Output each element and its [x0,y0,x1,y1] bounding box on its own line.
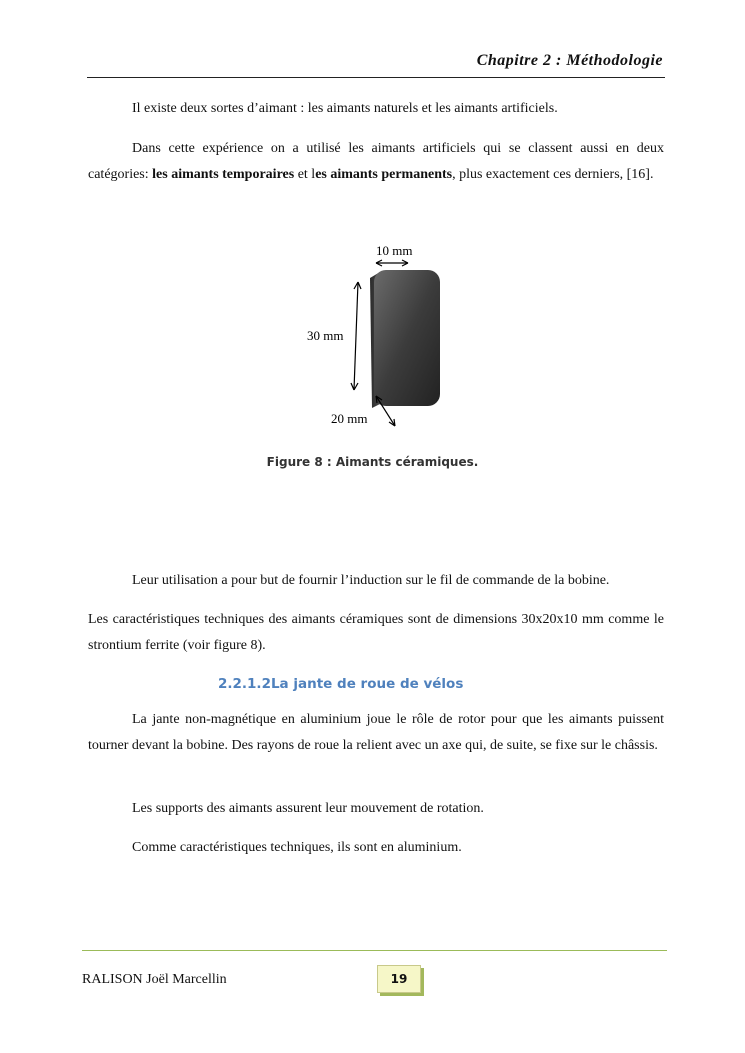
figure-caption: Figure 8 : Aimants céramiques. [266,455,479,469]
chapter-title: Chapitre 2 : Méthodologie [476,52,663,69]
footer-divider [82,950,667,951]
header-divider [87,77,665,78]
paragraph-2-mid: et l [294,167,316,182]
paragraph-2 [88,136,664,188]
width-label: 10 mm [376,243,413,258]
footer-author: RALISON Joël Marcellin [82,972,227,987]
paragraph-4: Les caractéristiques techniques des aimants céramiques sont de dimensions 30x20x10 mm comme le strontium ferrite (voir figure 8). [88,612,664,653]
paragraph-7: Comme caractéristiques techniques, ils sont en aluminium. [132,840,462,855]
paragraph-2-end: , plus exactement ces derniers, [16]. [452,167,654,182]
paragraph-6: Les supports des aimants assurent leur mouvement de rotation. [132,801,484,816]
height-label: 30 mm [307,328,344,343]
paragraph-5: La jante non-magnétique en aluminium joue le rôle de rotor pour que les aimants puissent tourner devant la bobine. Des rayons de roue la relient avec un axe qui, de suite, se fixe sur le châssis. [88,712,664,753]
term-temporary-magnets: les aimants temporaires [152,167,295,182]
height-arrow [354,282,358,390]
ceramic-magnet-image [300,236,460,436]
magnet-front-face [374,270,440,406]
section-heading: 2.2.1.2La jante de roue de vélos [218,676,464,692]
magnet-figure [300,236,460,436]
page-number: 19 [377,965,421,993]
depth-label: 20 mm [331,411,368,426]
term-permanent-magnets: es aimants permanents [315,167,453,182]
paragraph-3: Leur utilisation a pour but de fournir l’induction sur le fil de commande de la bobine. [132,573,610,588]
paragraph-1: Il existe deux sortes d’aimant : les aimants naturels et les aimants artificiels. [132,101,558,116]
paragraph-2-start: Dans cette expérience on a utilisé les aimants artificiels qui se classent aussi en deux catégories: [88,141,664,182]
